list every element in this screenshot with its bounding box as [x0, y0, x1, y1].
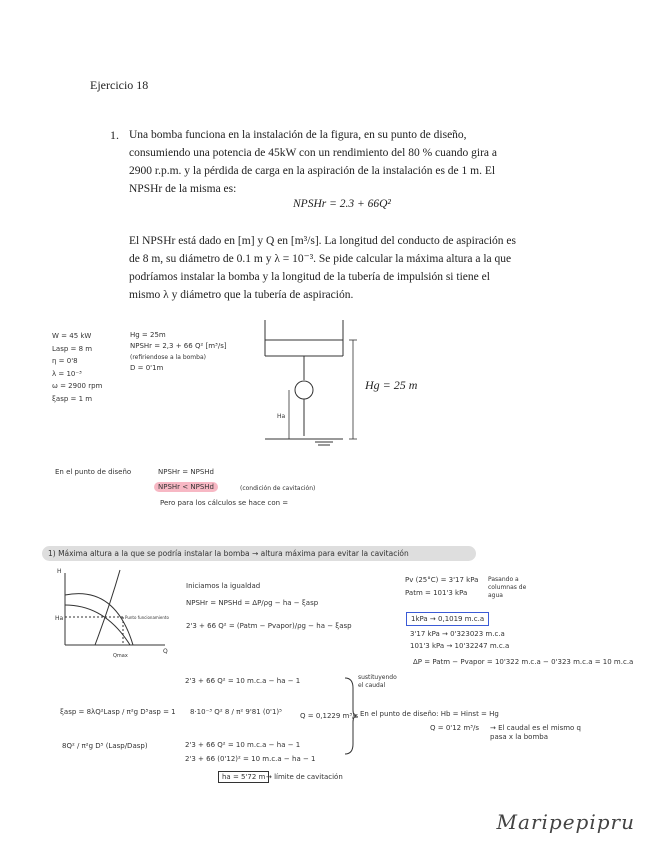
system-curve	[95, 570, 120, 645]
xi-alt-formula: 8Q² / π²g D⁵ (Lasp/Dasp)	[62, 742, 148, 750]
given-data-list	[52, 330, 102, 405]
given-item: W = 45 kW	[52, 332, 92, 340]
calc-start: Iniciamos la igualdad	[186, 582, 261, 590]
ha-result: ha = 5'72 m	[218, 771, 269, 783]
patm-value: Patm = 101'3 kPa	[405, 589, 468, 597]
xi-formula: ξasp = 8λQ²Lasp / π²g D⁵asp = 1	[60, 708, 176, 716]
given-item: ω = 2900 rpm	[52, 382, 103, 390]
design-eq-2-note: (condición de cavitación)	[240, 485, 316, 492]
xi-substituted: 8·10⁻³ Q² 8 / π² 9'81 (0'1)⁵	[190, 708, 282, 716]
given-item: D = 0'1m	[130, 364, 164, 372]
design-eq-1: NPSHr = NPSHd	[158, 468, 214, 476]
npsh-equation: NPSHr = 2.3 + 66Q²	[293, 198, 391, 210]
graph-q-label: Q	[163, 648, 168, 655]
given-data-mid	[130, 330, 227, 374]
problem-line: El NPSHr está dado en [m] y Q en [m³/s]. La longitud del conducto de aspiración es	[129, 235, 517, 247]
conversion-pv: 3'17 kPa → 0'323023 m.c.a	[410, 630, 505, 638]
given-item: η = 0'8	[52, 357, 78, 365]
section-title: 1) Máxima altura a la que se podría instalar la bomba → altura máxima para evitar la cavitación	[48, 549, 409, 558]
system-eq-2: 2'3 + 66 Q² = 10 m.c.a − ha − 1	[185, 741, 301, 749]
graph-qmax-label: Qmax	[113, 653, 128, 659]
substitution-note: sustituyendo el caudal	[358, 674, 397, 689]
delta-p: ΔP = Patm − Pvapor = 10'322 m.c.a − 0'323 m.c.a = 10 m.c.a	[413, 658, 634, 666]
given-item: ξasp = 1 m	[52, 394, 93, 403]
item-number: 1.	[110, 128, 119, 142]
graph-ha-label: Ha	[55, 615, 64, 622]
ha-label: Ha	[277, 413, 286, 420]
design-hb: En el punto de diseño: Hb = Hinst = Hg	[360, 710, 499, 718]
system-eq-1: 2'3 + 66 Q² = 10 m.c.a − ha − 1	[185, 677, 301, 685]
design-eq-3: Pero para los cálculos se hace con =	[160, 499, 289, 507]
q-note: → El caudal es el mismo q pasa x la bomba	[490, 724, 581, 741]
system-brace	[343, 676, 359, 756]
hg-label: Hg = 25 m	[365, 378, 418, 392]
calc-npsh: NPSHr = NPSHd = ΔP/ρg − ha − ξasp	[186, 599, 319, 607]
q-result: Q = 0,1229 m³/s	[300, 712, 359, 720]
design-point-label: En el punto de diseño	[55, 468, 132, 476]
calc-expanded: 2'3 + 66 Q² = (Patm − Pvapor)/ρg − ha − ξasp	[186, 622, 352, 630]
tank-outline	[265, 320, 343, 356]
problem-line: mismo λ y diámetro que la tubería de aspiración.	[129, 289, 354, 301]
exercise-title: Ejercicio 18	[90, 78, 149, 92]
conversion-box: 1kPa → 0,1019 m.c.a	[406, 612, 489, 626]
conversion-patm: 101'3 kPa → 10'32247 m.c.a	[410, 642, 510, 650]
given-item: NPSHr = 2,3 + 66 Q² [m³/s]	[130, 342, 227, 350]
graph-punto-label: Punto funcionamiento	[125, 615, 169, 620]
given-item-note: (refiriendose a la bomba)	[130, 354, 206, 361]
pump-curve-graph	[55, 565, 175, 665]
problem-line: NPSHr de la misma es:	[129, 183, 237, 195]
author-signature: Maripepipru	[496, 810, 635, 834]
design-eq-2: NPSHr < NPSHd	[154, 482, 218, 492]
system-eq-3: 2'3 + 66 (0'12)² = 10 m.c.a − ha − 1	[185, 755, 316, 763]
problem-line: de 8 m, su diámetro de 0.1 m y λ = 10⁻³. Se pide calcular la máxima altura a la que	[129, 253, 512, 265]
pv-value: Pv (25°C) = 3'17 kPa	[405, 576, 479, 584]
given-item: λ = 10⁻³	[52, 369, 82, 378]
ha-note: → límite de cavitación	[266, 773, 343, 781]
pv-note: Pasando a columnas de agua	[488, 576, 527, 599]
problem-statement	[129, 126, 569, 198]
pump-symbol	[295, 381, 313, 399]
given-item: Lasp = 8 m	[52, 344, 93, 353]
problem-line: 2900 r.p.m. y la pérdida de carga en la aspiración de la instalación es de 1 m. El	[129, 165, 496, 177]
problem-line: podríamos instalar la bomba y la longitud de la tubería de impulsión si tiene el	[129, 271, 490, 283]
graph-h-label: H	[57, 568, 62, 575]
problem-line: Una bomba funciona en la instalación de la figura, en su punto de diseño,	[129, 129, 467, 141]
q-rounded: Q = 0'12 m³/s	[430, 724, 479, 732]
problem-statement-2	[129, 232, 569, 304]
given-item: Hg = 25m	[130, 331, 166, 339]
problem-line: consumiendo una potencia de 45kW con un rendimiento del 80 % cuando gira a	[129, 147, 497, 159]
